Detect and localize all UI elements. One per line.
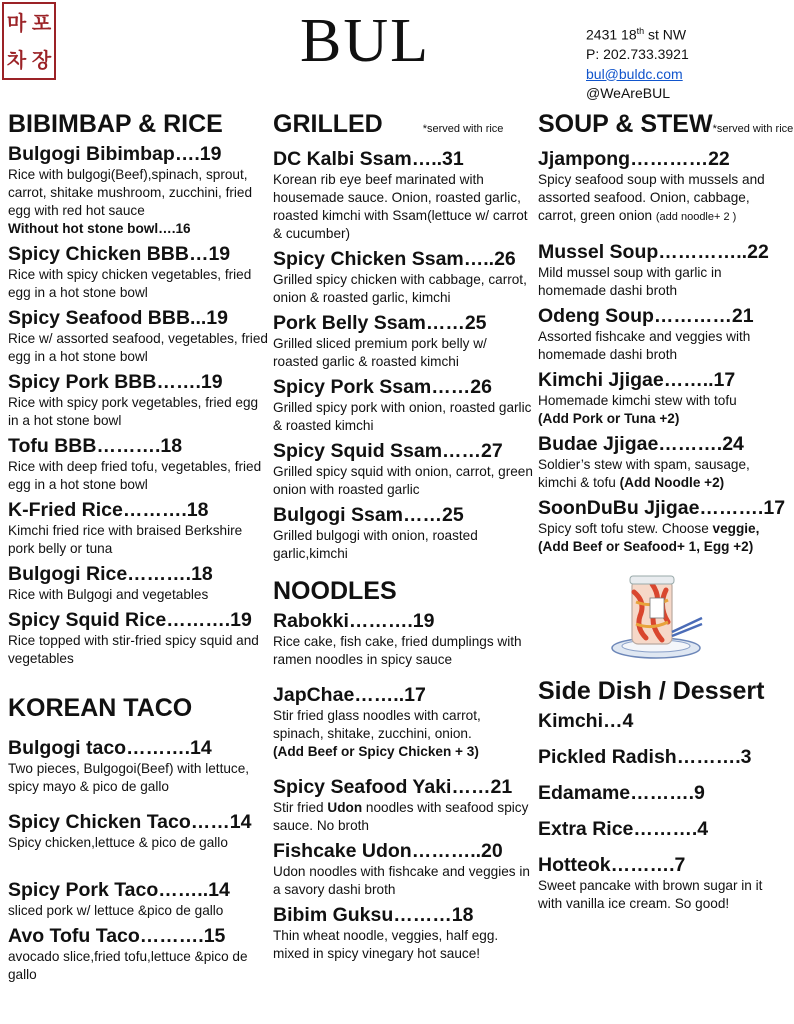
menu-item xyxy=(273,903,533,963)
item-name: Spicy Squid Rice……….19 xyxy=(8,609,252,631)
item-desc: Rice with spicy pork vegetables, fried egg in a hot stone bowl xyxy=(8,395,259,428)
menu-item xyxy=(273,439,533,499)
menu-item xyxy=(273,375,533,435)
brand-title: BUL xyxy=(300,7,430,75)
item-desc: Mild mussel soup with garlic in homemade dashi broth xyxy=(538,265,722,298)
menu-item xyxy=(273,839,533,899)
item-desc: Grilled spicy chicken with cabbage, carrot, onion & roasted garlic, kimchi xyxy=(273,272,527,305)
menu-item xyxy=(273,147,533,243)
item-desc: Rice topped with stir-fried spicy squid and vegetables xyxy=(8,633,259,666)
item-name: Spicy Pork BBB…….19 xyxy=(8,371,223,393)
column-middle xyxy=(273,110,533,967)
item-name: Spicy Pork Taco……..14 xyxy=(8,879,230,901)
menu-item xyxy=(538,496,790,556)
item-name: Bulgogi Rice……….18 xyxy=(8,563,213,585)
logo-glyph: 마 xyxy=(6,10,27,35)
item-desc: Rice with deep fried tofu, vegetables, fried egg in a hot stone bowl xyxy=(8,459,262,492)
section-title-bibimbap: BIBIMBAP & RICE xyxy=(8,110,223,138)
menu-item xyxy=(273,503,533,563)
menu-item xyxy=(273,609,533,669)
phone: P: 202.733.3921 xyxy=(586,46,689,63)
item-desc: Kimchi fried rice with braised Berkshire pork belly or tuna xyxy=(8,523,243,556)
item-name: SoonDuBu Jjigae……….17 xyxy=(538,497,786,519)
item-name: Spicy Chicken BBB…19 xyxy=(8,243,231,265)
section-title-noodles: NOODLES xyxy=(273,577,397,605)
menu-item xyxy=(538,745,790,769)
logo-glyph: 포 xyxy=(31,10,52,35)
menu-item xyxy=(538,368,790,428)
item-name: Jjampong…………22 xyxy=(538,148,730,170)
kimchi-jar-illustration xyxy=(606,572,706,662)
item-desc: Grilled bulgogi with onion, roasted garlic,kimchi xyxy=(273,528,478,561)
menu-item xyxy=(273,311,533,371)
item-desc: Spicy seafood soup with mussels and assorted seafood. Onion, cabbage, carrot, green onion (add noodle+ 2 ) xyxy=(538,172,765,223)
item-name: Spicy Chicken Taco……14 xyxy=(8,811,252,833)
menu-item xyxy=(8,810,268,852)
item-desc: Homemade kimchi stew with tofu (Add Pork or Tuna +2) xyxy=(538,393,737,426)
menu-item xyxy=(538,432,790,492)
menu-item xyxy=(8,924,268,984)
item-name: Edamame……….9 xyxy=(538,782,705,804)
menu-item xyxy=(273,683,533,761)
item-name: Bibim Guksu………18 xyxy=(273,904,474,926)
item-name: Spicy Chicken Ssam…..26 xyxy=(273,248,516,270)
section-title-taco: KOREAN TACO xyxy=(8,694,193,722)
item-name: Mussel Soup…………..22 xyxy=(538,241,769,263)
item-name: Bulgogi Bibimbap….19 xyxy=(8,143,222,165)
item-desc: Rice cake, fish cake, fried dumplings with ramen noodles in spicy sauce xyxy=(273,634,522,667)
item-desc: Sweet pancake with brown sugar in it with vanilla ice cream. So good! xyxy=(538,878,763,911)
item-name: K-Fried Rice……….18 xyxy=(8,499,209,521)
item-name: Hotteok……….7 xyxy=(538,854,686,876)
menu-item xyxy=(538,853,790,913)
menu-item xyxy=(538,147,790,226)
item-desc: Udon noodles with fishcake and veggies in a savory dashi broth xyxy=(273,864,530,897)
menu-item xyxy=(8,370,268,430)
menu-item xyxy=(538,304,790,364)
item-name: Tofu BBB……….18 xyxy=(8,435,183,457)
column-right xyxy=(538,110,794,925)
item-desc: Grilled spicy squid with onion, carrot, green onion with roasted garlic xyxy=(273,464,533,497)
menu-item xyxy=(538,240,790,300)
sides-section xyxy=(538,677,790,913)
item-desc: Grilled spicy pork with onion, roasted garlic & roasted kimchi xyxy=(273,400,532,433)
item-name: Spicy Pork Ssam……26 xyxy=(273,376,492,398)
item-name: Rabokki……….19 xyxy=(273,610,435,632)
item-desc: Rice w/ assorted seafood, vegetables, fried egg in a hot stone bowl xyxy=(8,331,268,364)
logo-glyph: 장 xyxy=(31,47,52,72)
section-title-grilled: GRILLED *served with rice xyxy=(273,110,504,138)
menu-item xyxy=(538,709,790,733)
menu-item xyxy=(8,242,268,302)
item-name: JapChae……..17 xyxy=(273,684,426,706)
item-desc: Spicy soft tofu stew. Choose veggie, (Add Beef or Seafood+ 1, Egg +2) xyxy=(538,521,760,554)
item-name: Avo Tofu Taco……….15 xyxy=(8,925,226,947)
menu-item xyxy=(8,878,268,920)
item-name: Extra Rice……….4 xyxy=(538,818,709,840)
menu-item xyxy=(273,247,533,307)
item-desc: Spicy chicken,lettuce & pico de gallo xyxy=(8,835,228,850)
item-desc: Rice with bulgogi(Beef),spinach, sprout, carrot, shitake mushroom, zucchini, fried egg with red hot sauce Without hot stone bowl….16 xyxy=(8,167,253,236)
menu-item xyxy=(8,562,268,604)
item-name: Bulgogi taco……….14 xyxy=(8,737,212,759)
menu-item xyxy=(538,781,790,805)
served-with-rice-note: *served with rice xyxy=(422,123,504,135)
item-name: Spicy Seafood BBB...19 xyxy=(8,307,228,329)
social-handle: @WeAreBUL xyxy=(586,85,670,102)
item-name: Pork Belly Ssam……25 xyxy=(273,312,487,334)
served-with-rice-note: *served with rice xyxy=(712,123,794,135)
item-desc: Assorted fishcake and veggies with homemade dashi broth xyxy=(538,329,751,362)
item-desc: Stir fried glass noodles with carrot, spinach, shitake, zucchini, onion. (Add Beef or Spicy Chicken + 3) xyxy=(273,708,481,759)
item-desc: Korean rib eye beef marinated with housemade sauce. Onion, roasted garlic, roasted kimchi with Ssam(lettuce w/ carrot & cucumber) xyxy=(273,172,528,241)
item-name: Spicy Seafood Yaki……21 xyxy=(273,776,513,798)
menu-item xyxy=(8,498,268,558)
item-desc: Grilled sliced premium pork belly w/ roasted garlic & roasted kimchi xyxy=(273,336,487,369)
item-desc: sliced pork w/ lettuce &pico de gallo xyxy=(8,903,224,918)
item-name: Budae Jjigae……….24 xyxy=(538,433,744,455)
logo xyxy=(2,2,56,80)
menu-item xyxy=(8,736,268,796)
item-name: Fishcake Udon………..20 xyxy=(273,840,503,862)
menu-item xyxy=(273,775,533,835)
logo-glyph: 차 xyxy=(6,47,27,72)
column-left xyxy=(8,110,268,988)
item-desc: Rice with spicy chicken vegetables, fried egg in a hot stone bowl xyxy=(8,267,252,300)
menu-item xyxy=(8,434,268,494)
item-desc: Rice with Bulgogi and vegetables xyxy=(8,587,209,602)
email-link[interactable]: bul@buldc.com xyxy=(586,65,683,82)
section-title-soup: SOUP & STEW*served with rice xyxy=(538,110,794,138)
menu-item xyxy=(8,142,268,238)
item-name: Spicy Squid Ssam……27 xyxy=(273,440,503,462)
contact-info xyxy=(586,22,689,104)
menu-item xyxy=(8,306,268,366)
menu-item xyxy=(538,817,790,841)
item-name: Bulgogi Ssam……25 xyxy=(273,504,464,526)
menu-item xyxy=(8,608,268,668)
item-desc: Two pieces, Bulgogoi(Beef) with lettuce, spicy mayo & pico de gallo xyxy=(8,761,250,794)
item-name: Odeng Soup…………21 xyxy=(538,305,754,327)
item-desc: Soldier’s stew with spam, sausage, kimchi & tofu (Add Noodle +2) xyxy=(538,457,750,490)
item-desc: avocado slice,fried tofu,lettuce &pico de gallo xyxy=(8,949,248,982)
address: 2431 18th st NW xyxy=(586,26,687,43)
item-name: Kimchi…4 xyxy=(538,710,634,732)
item-desc: Stir fried Udon noodles with seafood spicy sauce. No broth xyxy=(273,800,529,833)
item-name: DC Kalbi Ssam…..31 xyxy=(273,148,464,170)
item-desc: Thin wheat noodle, veggies, half egg. mixed in spicy vinegary hot sauce! xyxy=(273,928,499,961)
item-name: Kimchi Jjigae……..17 xyxy=(538,369,736,391)
section-title-sides: Side Dish / Dessert xyxy=(538,677,765,705)
item-name: Pickled Radish……….3 xyxy=(538,746,752,768)
